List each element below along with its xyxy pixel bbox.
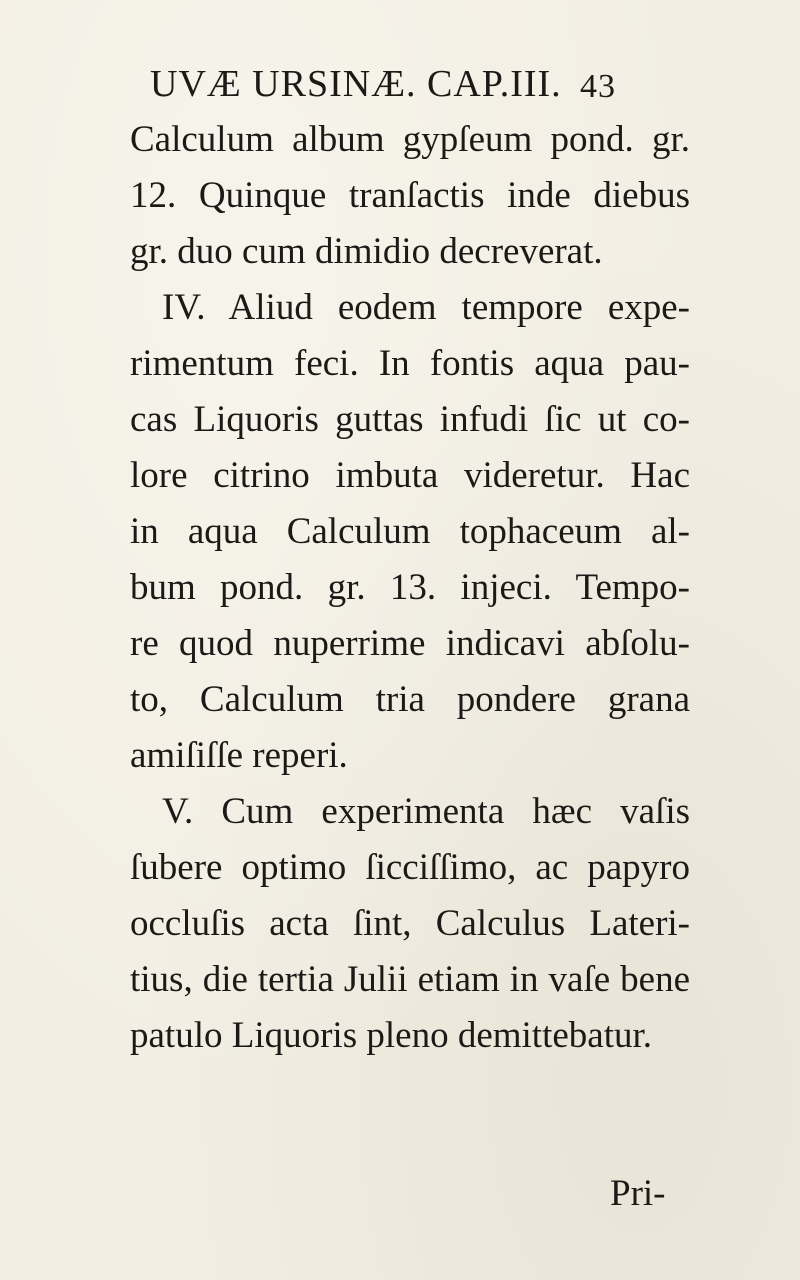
text-line: amiſiſſe reperi. <box>130 735 348 776</box>
text-line: V. Cum experimenta hæc vaſis <box>162 791 690 832</box>
text-line: occluſis acta ſint, Calculus Lateri- <box>130 903 690 944</box>
text-line: bum pond. gr. 13. injeci. Tempo- <box>130 567 690 608</box>
text-line: tius, die tertia Julii etiam in vaſe bene <box>130 959 690 1000</box>
text-line: in aqua Calculum tophaceum al- <box>130 511 690 552</box>
page-header <box>150 62 710 114</box>
text-line: IV. Aliud eodem tempore expe- <box>162 287 690 328</box>
running-title: UVÆ URSINÆ. CAP.III. <box>150 63 562 105</box>
text-line: 12. Quinque tranſactis inde diebus <box>130 175 690 216</box>
text-line: cas Liquoris guttas infudi ſic ut co- <box>130 399 690 440</box>
text-line: gr. duo cum dimidio decreverat. <box>130 231 603 272</box>
text-line: ſubere optimo ſicciſſimo, ac papyro <box>130 847 690 888</box>
text-line: patulo Liquoris pleno demittebatur. <box>130 1015 653 1056</box>
text-line: to, Calculum tria pondere grana <box>130 679 690 720</box>
text-line: lore citrino imbuta videretur. Hac <box>130 455 690 496</box>
page-number: 43 <box>580 68 616 105</box>
catchword: Pri- <box>610 1173 666 1214</box>
text-line: re quod nuperrime indicavi abſolu- <box>130 623 690 664</box>
text-line: rimentum feci. In fontis aqua pau- <box>130 343 690 384</box>
text-line: Calculum album gypſeum pond. gr. <box>130 119 690 160</box>
body-text <box>130 112 690 1064</box>
